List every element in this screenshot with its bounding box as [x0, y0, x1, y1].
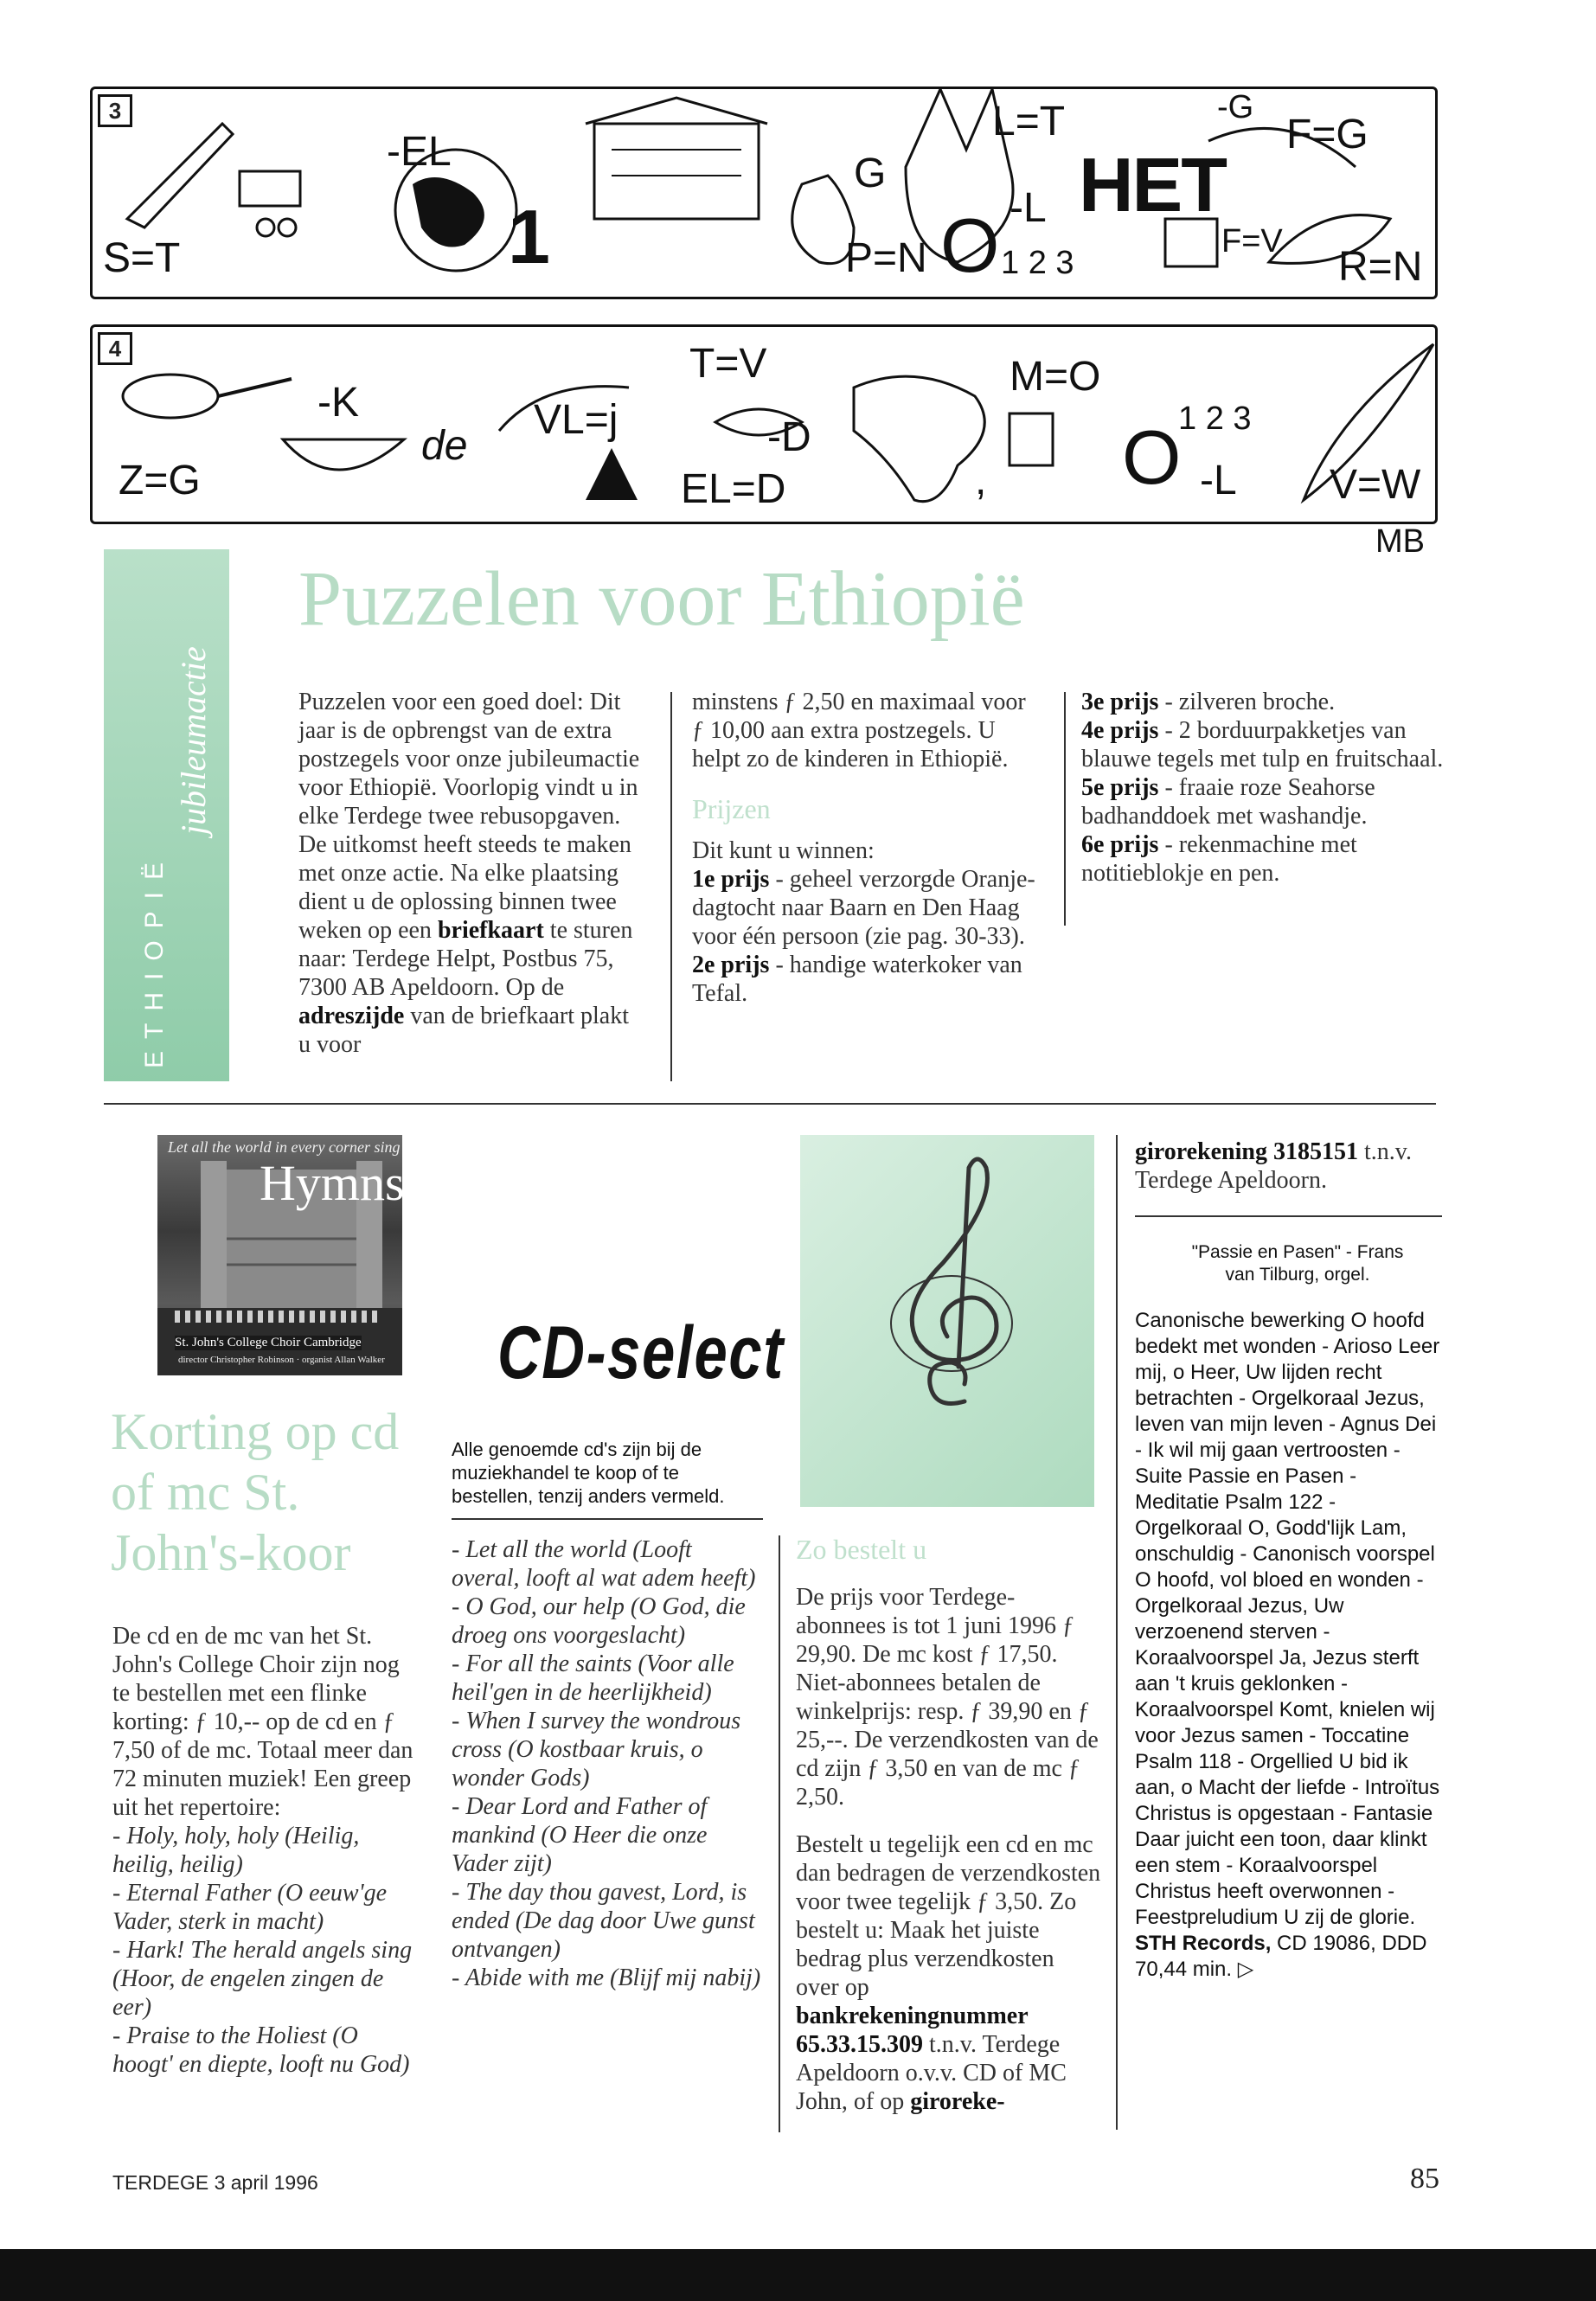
prize-item — [692, 951, 1038, 1008]
rebus-label: -L — [1200, 458, 1237, 503]
side-band — [104, 549, 229, 1081]
rebus-label: -G — [1217, 89, 1254, 125]
rebus-label: O — [940, 202, 998, 288]
rebus-label: -L — [1010, 185, 1047, 231]
rebus-label: 1 — [508, 194, 548, 279]
korting-intro: De cd en de mc van het St. John's College Choir zijn nog te bestellen met een flinke korting: ƒ 10,-- op de cd en ƒ 7,50 of de mc. Totaal meer dan 72 minuten muziek! Een greep uit het repertoire: — [112, 1623, 413, 1821]
column-rule — [1064, 692, 1066, 926]
rebus-label: L=T — [992, 99, 1066, 144]
col1-bold: briefkaart — [437, 917, 544, 944]
repertoire-item: - Hark! The herald angels sing (Hoor, de engelen zingen de eer) — [112, 1937, 413, 2021]
prize-text: - geheel verzorgde Oranje-dagtocht naar Baarn en Den Haag voor één persoon (zie pag. 30-33). — [692, 866, 1035, 950]
record-info: CD 19086, DDD 70,44 min. ▷ — [1135, 1932, 1427, 1981]
cd-track: - For all the saints (Voor alle heil'gen in de heerlijkheid) — [452, 1650, 734, 1706]
col1-text: Puzzelen voor een goed doel: Dit jaar is de opbrengst van de extra postzegels voor onze jubileumactie voor Ethiopië. Voorlopig vindt u in elke Terdege twee rebusopgaven. De uitkomst heeft steeds te maken met onze actie. Na elke plaatsing dient u de oplossing binnen twee weken op een — [298, 689, 640, 944]
column-rule — [1116, 1135, 1118, 2130]
rebus-label: F=G — [1286, 112, 1368, 157]
col1-text: te sturen naar: Terdege Helpt, Postbus 75, 7300 AB Apeldoorn. Op de — [298, 917, 633, 1001]
rebus-label: T=V — [689, 341, 767, 387]
prizes-intro: Dit kunt u winnen: — [692, 837, 875, 864]
passie-rule — [1135, 1215, 1442, 1217]
rebus-label: de — [421, 423, 468, 469]
rebus-label: -D — [767, 414, 811, 460]
rebus-label: S=T — [103, 235, 181, 281]
rebus-label: -EL — [387, 129, 452, 175]
track-list: Canonische bewerking O hoofd bedekt met wonden - Arioso Leer mij, o Heer, Uw lijden recht betrachten - Orgelkoraal Jezus, leven van mijn leven - Agnus Dei - Ik wil mij gaan vertroosten - Suite Passie en Pasen - Meditatie Psalm 122 - Orgelkoraal O, Godd'lijk Lam, onschuldig - Canonisch voorspel O hoofd, vol bloed en wonden - Orgelkoraal Jezus, Uw verzoenend sterven - Koraalvoorspel Ja, Jezus sterft aan 't kruis geklonken - Koraalvoorspel Komt, knielen wij voor Jezus samen - Toccatine Psalm 118 - Orgellied U bid ik aan, o Macht der liefde - Introïtus Christus is opgestaan - Fantasie Daar juicht een toon, daar klinkt een stem - Koraalvoorspel Christus heeft overwonnen - Feestpreludium U zij de glorie. — [1135, 1309, 1440, 1929]
prize-item — [692, 865, 1038, 951]
giro-tail: t.n.v. Terdege Apeldoorn. — [1135, 1138, 1412, 1194]
cover-top: Let all the world in every corner sing — [168, 1138, 401, 1156]
prize-text: - fraaie roze Seahorse badhanddoek met washandje. — [1081, 774, 1375, 830]
rebus-label: , — [975, 458, 987, 503]
cd-track: - The day thou gavest, Lord, is ended (De dag door Uwe gunst ontvangen) — [452, 1879, 755, 1963]
rebus-label: R=N — [1338, 244, 1423, 290]
korting-title: Korting op cd of mc St. John's-koor — [111, 1403, 400, 1581]
column-rule — [670, 692, 672, 1081]
cd-cover — [157, 1135, 405, 1375]
footer-left: TERDEGE 3 april 1996 — [112, 2171, 318, 2194]
cdselect-list — [452, 1535, 763, 1992]
cd-track: - Abide with me (Blijf mij nabij) — [452, 1965, 761, 1991]
rebus-number: 3 — [98, 94, 132, 127]
prize-text: - 2 borduurpakketjes van blauwe tegels met tulp en fruitschaal. — [1081, 717, 1444, 772]
bank-number: bankrekeningnummer 65.33.15.309 — [796, 2003, 1029, 2058]
cd-track: - Let all the world (Looft overal, looft al wat adem heeft) — [452, 1536, 756, 1592]
cover-credits: director Christopher Robinson · organist Allan Walker — [178, 1355, 385, 1365]
bestellen-p1: De prijs voor Terdege-abonnees is tot 1 juni 1996 ƒ 29,90. De mc kost ƒ 17,50. Niet-abonnees betalen de winkelprijs: resp. ƒ 39,90 en ƒ 25,--. De verzendkosten van de cd zijn ƒ 3,50 en van de mc ƒ 2,50. — [796, 1584, 1099, 1811]
ethiopia-col2 — [692, 688, 1038, 1008]
treble-clef-icon — [882, 1150, 1021, 1410]
rebus-label: 1 2 3 — [1178, 401, 1252, 437]
rebus-label: VL=j — [534, 397, 619, 443]
ethiopia-col1 — [298, 688, 640, 1059]
rebus-label: HET — [1079, 142, 1226, 228]
prize-text: - zilveren broche. — [1158, 689, 1336, 715]
col2-text: minstens ƒ 2,50 en maximaal voor ƒ 10,00 aan extra postzegels. U helpt zo de kinderen in Ethiopië. — [692, 689, 1026, 772]
rebus-signature: MB — [1375, 523, 1425, 560]
prize-text: - handige waterkoker van Tefal. — [692, 952, 1022, 1007]
ethiopia-title: Puzzelen voor Ethiopië — [298, 556, 1025, 642]
cd-track: - When I survey the wondrous cross (O kostbaar kruis, o wonder Gods) — [452, 1708, 741, 1791]
ethiopia-col3 — [1081, 688, 1445, 888]
rebus-label: -K — [317, 380, 359, 426]
rebus-label: V=W — [1330, 462, 1421, 508]
bottom-bar — [0, 2249, 1596, 2301]
bestellen-text: t.n.v. Terdege Apeldoorn o.v.v. CD of MC John, of op — [796, 2031, 1067, 2115]
rebus-label: M=O — [1010, 354, 1101, 400]
band-label: ETHIOPIË — [140, 849, 169, 1068]
rebus-label: O — [1122, 414, 1180, 500]
prize-text: - rekenmachine met notitieblokje en pen. — [1081, 831, 1357, 887]
prize-item — [1081, 716, 1445, 773]
bestellen-p2 — [796, 1830, 1103, 2116]
giro-label: giroreke- — [910, 2088, 1005, 2115]
rebus-label: EL=D — [681, 466, 786, 512]
korting-body — [112, 1622, 420, 2079]
cd-track: - Dear Lord and Father of mankind (O Heer die onze Vader zijt) — [452, 1793, 708, 1877]
bestellen — [796, 1535, 1103, 2116]
prize-rank: 3e prijs — [1081, 689, 1159, 715]
cover-title: Hymns — [260, 1155, 405, 1211]
repertoire-item: - Holy, holy, holy (Heilig, heilig, heilig) — [112, 1823, 360, 1878]
col1-text: van de briefkaart plakt u voor — [298, 1003, 630, 1058]
giro-number: girorekening 3185151 — [1135, 1138, 1358, 1165]
giro-continuation — [1135, 1138, 1438, 1195]
repertoire-item: - Eternal Father (O eeuw'ge Vader, sterk in macht) — [112, 1880, 388, 1935]
cover-choir: St. John's College Choir Cambridge — [175, 1336, 362, 1349]
prize-rank: 1e prijs — [692, 866, 770, 893]
cdselect-title: CD-select — [497, 1311, 785, 1394]
prize-item — [1081, 773, 1445, 830]
band-script: jubileumactie — [174, 646, 213, 835]
rebus-4 — [90, 324, 1438, 524]
rebus-label: P=N — [845, 235, 927, 281]
prize-rank: 5e prijs — [1081, 774, 1159, 801]
prize-rank: 4e prijs — [1081, 717, 1159, 744]
record-label: STH Records, — [1135, 1932, 1272, 1955]
page-number: 85 — [1410, 2163, 1439, 2195]
passie-tracks — [1135, 1308, 1442, 1983]
section-divider — [104, 1103, 1436, 1105]
rebus-number: 4 — [98, 332, 132, 365]
rebus-label: F=V — [1221, 223, 1283, 260]
prizes-heading: Prijzen — [692, 793, 771, 824]
rebus-label: 1 2 3 — [1001, 245, 1074, 281]
bestellen-heading: Zo bestelt u — [796, 1534, 927, 1565]
col1-bold: adreszijde — [298, 1003, 405, 1029]
column-rule — [779, 1535, 780, 2132]
cdselect-intro: Alle genoemde cd's zijn bij de muziekhandel te koop of te bestellen, tenzij anders vermeld. — [452, 1439, 725, 1507]
passie-subtitle: "Passie en Pasen" - Frans van Tilburg, orgel. — [1191, 1242, 1404, 1285]
cd-track: - O God, our help (O God, die droeg ons voorgeslacht) — [452, 1593, 746, 1649]
prize-item — [1081, 830, 1445, 888]
repertoire-item: - Praise to the Holiest (O hoogt' en diepte, looft nu God) — [112, 2022, 410, 2078]
rebus-3 — [90, 87, 1438, 299]
bestellen-text: Bestelt u tegelijk een cd en mc dan bedragen de verzendkosten voor twee tegelijk ƒ 3,50. Zo bestelt u: Maak het juiste bedrag plus verzendkosten over op — [796, 1831, 1101, 2001]
rebus-label: G — [854, 151, 887, 196]
prize-rank: 2e prijs — [692, 952, 770, 978]
cdselect-rule — [452, 1518, 763, 1520]
prize-rank: 6e prijs — [1081, 831, 1159, 858]
prize-item — [1081, 688, 1445, 716]
rebus-label: Z=G — [119, 458, 201, 503]
